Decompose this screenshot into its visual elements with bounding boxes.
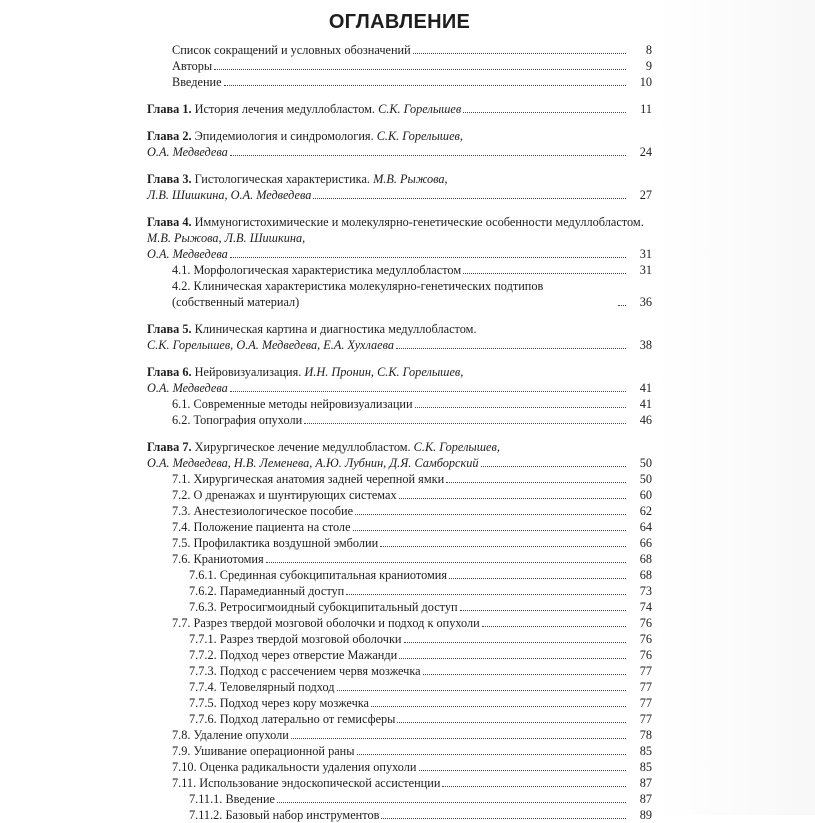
dot-leader	[618, 305, 626, 306]
toc-row	[189, 631, 652, 647]
toc-entry-section	[147, 615, 652, 631]
toc-entry-section	[147, 711, 652, 727]
toc-row	[172, 743, 652, 759]
page-number: 10	[639, 75, 652, 89]
section-title: Профилактика воздушной эмболии	[193, 536, 379, 550]
toc-entry-section	[147, 791, 652, 807]
page-number: 76	[639, 616, 652, 630]
chapter-heading	[147, 214, 652, 246]
toc-row	[189, 711, 652, 727]
section-number: 7.7.6.	[189, 712, 217, 726]
section-text	[172, 487, 399, 503]
page-number: 50	[639, 456, 652, 470]
section-number: 7.10.	[172, 760, 197, 774]
toc-row	[147, 101, 652, 117]
toc-entry-front	[147, 58, 652, 74]
dot-leader	[419, 770, 626, 771]
section-number: 7.7.2.	[189, 648, 217, 662]
toc-entry-section	[147, 535, 652, 551]
toc-entry-section	[147, 727, 652, 743]
section-number: 7.8.	[172, 728, 191, 742]
section-title: Использование эндоскопической ассистенции	[199, 776, 441, 790]
page-number: 31	[639, 263, 652, 277]
dot-leader	[337, 690, 626, 691]
chapter-heading	[147, 364, 652, 380]
page-number: 9	[645, 59, 652, 73]
dot-leader	[413, 53, 626, 54]
section-number: 7.11.2.	[189, 808, 223, 822]
page-number: 27	[639, 188, 652, 202]
section-number: 7.6.2.	[189, 584, 217, 598]
toc-entry-chapter	[147, 214, 652, 310]
section-number: 7.9.	[172, 744, 191, 758]
section-text	[172, 471, 446, 487]
toc-row	[172, 759, 652, 775]
chapter-label: Глава 3.	[147, 172, 192, 186]
toc-row	[189, 647, 652, 663]
dot-leader	[353, 530, 626, 531]
section-text	[172, 775, 442, 791]
section-number: 6.2.	[172, 413, 191, 427]
page-number: 41	[639, 381, 652, 395]
chapter-authors: М.В. Рыжова,	[373, 172, 448, 186]
page-number: 77	[639, 680, 652, 694]
toc-row	[147, 337, 652, 353]
page-number: 41	[639, 397, 652, 411]
toc-row	[147, 455, 652, 471]
section-number: 7.11.1.	[189, 792, 223, 806]
dot-leader	[230, 391, 626, 392]
chapter-authors: М.В. Рыжова, Л.В. Шишкина,	[147, 231, 306, 245]
chapter-title: Клиническая картина и диагностика медуллобластом.	[194, 322, 477, 336]
toc-row	[189, 791, 652, 807]
toc-row	[189, 807, 652, 823]
dot-leader	[397, 722, 626, 723]
page-number: 31	[639, 247, 652, 261]
page-number: 87	[639, 792, 652, 806]
toc-entry-chapter	[147, 364, 652, 428]
section-title: Анестезиологическое пособие	[193, 504, 354, 518]
section-title: Подход с рассечением червя мозжечка	[219, 664, 421, 678]
dot-leader	[304, 423, 626, 424]
page-number: 36	[639, 295, 652, 309]
toc-entry-section	[147, 759, 652, 775]
toc-entry-front	[147, 42, 652, 58]
section-title: О дренажах и шунтирующих системах	[193, 488, 397, 502]
toc-entry-section	[147, 551, 652, 567]
dot-leader	[481, 466, 626, 467]
chapter-label: Глава 5.	[147, 322, 192, 336]
chapter-authors-cont: С.К. Горелышев, О.А. Медведева, Е.А. Хухлаева	[147, 338, 395, 352]
chapter-heading	[147, 171, 652, 187]
section-text	[189, 599, 460, 615]
entry-title: Введение	[172, 75, 222, 89]
chapter-label: Глава 2.	[147, 129, 192, 143]
section-title: Морфологическая характеристика медуллобластом	[193, 263, 462, 277]
section-text	[189, 631, 404, 647]
chapter-label: Глава 4.	[147, 215, 192, 229]
section-text	[172, 727, 291, 743]
section-title: Современные методы нейровизуализации	[193, 397, 413, 411]
section-title: Топография опухоли	[193, 413, 303, 427]
dot-leader	[442, 786, 626, 787]
section-number: 7.5.	[172, 536, 191, 550]
chapter-authors-cont: О.А. Медведева	[147, 247, 228, 261]
section-number: 6.1.	[172, 397, 191, 411]
toc-entry-chapter	[147, 321, 652, 353]
page-number: 73	[639, 584, 652, 598]
section-number: 7.6.	[172, 552, 191, 566]
toc-entry-section	[147, 471, 652, 487]
section-title: Срединная субокципитальная краниотомия	[219, 568, 448, 582]
dot-leader	[482, 626, 626, 627]
chapter-heading	[147, 128, 652, 144]
toc-row	[189, 663, 652, 679]
toc-entry-section	[147, 695, 652, 711]
toc-row	[189, 599, 652, 615]
toc-entry-section	[147, 647, 652, 663]
dot-leader	[214, 69, 626, 70]
section-number: 7.7.1.	[189, 632, 217, 646]
chapter-authors-cont: О.А. Медведева, Н.В. Леменева, А.Ю. Лубнин, Д.Я. Самборский	[147, 456, 479, 470]
section-number: 7.2.	[172, 488, 191, 502]
section-text	[172, 262, 463, 278]
dot-leader	[460, 610, 626, 611]
chapter-title: Эпидемиология и синдромология.	[194, 129, 374, 143]
chapter-title: История лечения медуллобластом.	[194, 102, 375, 116]
dot-leader	[463, 112, 626, 113]
chapter-authors-cont: О.А. Медведева	[147, 381, 228, 395]
dot-leader	[399, 498, 626, 499]
dot-leader	[399, 658, 626, 659]
section-number: 7.7.3.	[189, 664, 217, 678]
toc-row	[172, 278, 652, 310]
toc-row	[172, 487, 652, 503]
toc-row	[189, 583, 652, 599]
page-number: 89	[639, 808, 652, 822]
entry-title: Авторы	[172, 59, 213, 73]
chapter-title: Гистологическая характеристика.	[194, 172, 370, 186]
chapter-heading	[147, 321, 652, 337]
page-number: 76	[639, 648, 652, 662]
section-text	[172, 278, 618, 310]
section-text	[189, 807, 381, 823]
section-number: 7.6.3.	[189, 600, 217, 614]
chapter-authors: С.К. Горелышев,	[413, 440, 500, 454]
page-number: 8	[645, 43, 652, 57]
toc-entry-chapter	[147, 171, 652, 203]
entry-title: Список сокращений и условных обозначений	[172, 43, 411, 57]
dot-leader	[357, 754, 626, 755]
chapter-authors: С.К. Горелышев,	[376, 129, 463, 143]
section-number: 7.7.4.	[189, 680, 217, 694]
dot-leader	[380, 546, 626, 547]
toc-entry-section	[147, 503, 652, 519]
toc-entry-section	[147, 567, 652, 583]
toc-title: ОГЛАВЛЕНИЕ	[328, 11, 471, 33]
section-number: 7.1.	[172, 472, 191, 486]
section-title: Теловелярный подход	[219, 680, 335, 694]
toc-entry-section	[147, 487, 652, 503]
section-text	[189, 679, 337, 695]
dot-leader	[313, 198, 626, 199]
page-number: 68	[639, 552, 652, 566]
dot-leader	[446, 482, 626, 483]
chapter-heading-text	[147, 101, 463, 117]
section-title: Парамедианный доступ	[219, 584, 345, 598]
toc-entry-section	[147, 262, 652, 278]
page-number: 68	[639, 568, 652, 582]
dot-leader	[463, 273, 626, 274]
chapter-authors: И.Н. Пронин, С.К. Горелышев,	[304, 365, 464, 379]
page-number: 74	[639, 600, 652, 614]
toc-entry-section	[147, 396, 652, 412]
chapter-title: Нейровизуализация.	[194, 365, 302, 379]
toc-row	[172, 262, 652, 278]
section-number: 7.4.	[172, 520, 191, 534]
page-number: 77	[639, 696, 652, 710]
chapter-title: Хирургическое лечение медуллобластом.	[194, 440, 411, 454]
section-title: Базовый набор инструментов	[225, 808, 380, 822]
section-text	[189, 695, 371, 711]
dot-leader	[371, 706, 626, 707]
section-number: 7.7.	[172, 616, 191, 630]
dot-leader	[230, 257, 626, 258]
page-number: 87	[639, 776, 652, 790]
toc-row	[147, 144, 652, 160]
section-number: 4.2.	[172, 279, 191, 293]
section-text	[172, 743, 357, 759]
toc-entry-section	[147, 631, 652, 647]
toc-row	[172, 471, 652, 487]
page-number: 77	[639, 664, 652, 678]
section-text	[172, 503, 355, 519]
toc-row	[172, 503, 652, 519]
section-title: Оценка радикальности удаления опухоли	[199, 760, 417, 774]
page-number: 76	[639, 632, 652, 646]
toc-row	[172, 74, 652, 90]
toc-row	[189, 679, 652, 695]
toc-entry-chapter	[147, 128, 652, 160]
section-number: 4.1.	[172, 263, 191, 277]
dot-leader	[346, 594, 626, 595]
toc-entry-section	[147, 775, 652, 791]
section-text	[172, 615, 482, 631]
page-number: 66	[639, 536, 652, 550]
toc-entry-chapter	[147, 439, 652, 823]
section-text	[189, 567, 449, 583]
toc-entry-section	[147, 663, 652, 679]
toc-entry-section	[147, 743, 652, 759]
dot-leader	[404, 642, 626, 643]
chapter-label: Глава 7.	[147, 440, 192, 454]
dot-leader	[291, 738, 626, 739]
page-number: 11	[640, 102, 652, 116]
section-title: Разрез твердой мозговой оболочки	[219, 632, 402, 646]
toc-row	[172, 412, 652, 428]
dot-leader	[355, 514, 626, 515]
section-number: 7.3.	[172, 504, 191, 518]
section-text	[189, 647, 399, 663]
toc-row	[172, 551, 652, 567]
chapter-authors-cont: Л.В. Шишкина, О.А. Медведева	[147, 188, 312, 202]
section-title: Хирургическая анатомия задней черепной ямки	[193, 472, 445, 486]
section-number: 7.11.	[172, 776, 197, 790]
toc-row	[172, 615, 652, 631]
toc-row	[147, 187, 652, 203]
section-text	[172, 396, 415, 412]
dot-leader	[277, 802, 626, 803]
section-number: 7.6.1.	[189, 568, 217, 582]
dot-leader	[230, 155, 626, 156]
dot-leader	[449, 578, 626, 579]
section-text	[189, 711, 397, 727]
page-number: 60	[639, 488, 652, 502]
chapter-authors-cont: О.А. Медведева	[147, 145, 228, 159]
chapters-list	[147, 101, 652, 823]
page-number: 85	[639, 744, 652, 758]
section-text	[189, 583, 346, 599]
chapter-authors: С.К. Горелышев	[378, 102, 462, 116]
page-number: 78	[639, 728, 652, 742]
section-title: Удаление опухоли	[193, 728, 289, 742]
section-text	[172, 759, 419, 775]
toc-row	[172, 42, 652, 58]
section-number: 7.7.5.	[189, 696, 217, 710]
front-matter-list	[147, 42, 652, 90]
toc-entry-section	[147, 412, 652, 428]
page-number: 62	[639, 504, 652, 518]
page-number: 46	[639, 413, 652, 427]
toc-entry-chapter	[147, 101, 652, 117]
toc-entry-section	[147, 278, 652, 310]
dot-leader	[415, 407, 626, 408]
page-number: 85	[639, 760, 652, 774]
section-text	[172, 412, 304, 428]
dot-leader	[381, 818, 626, 819]
page-bleed-through	[655, 0, 815, 815]
dot-leader	[266, 562, 626, 563]
toc-row	[172, 396, 652, 412]
dot-leader	[224, 85, 626, 86]
toc-entry-section	[147, 583, 652, 599]
dot-leader	[396, 348, 626, 349]
toc-row	[189, 695, 652, 711]
toc-entry-section	[147, 679, 652, 695]
chapter-heading	[147, 439, 652, 455]
section-text	[189, 791, 277, 807]
section-title: Разрез твердой мозговой оболочки и подход к опухоли	[193, 616, 480, 630]
section-text	[172, 535, 380, 551]
toc-row	[147, 246, 652, 262]
toc-row	[172, 535, 652, 551]
section-title: Краниотомия	[193, 552, 264, 566]
table-of-contents	[147, 8, 652, 823]
toc-row	[189, 567, 652, 583]
toc-entry-section	[147, 519, 652, 535]
chapter-label: Глава 1.	[147, 102, 192, 116]
toc-row	[172, 727, 652, 743]
section-text	[172, 551, 266, 567]
toc-row	[172, 58, 652, 74]
toc-entry-section	[147, 807, 652, 823]
toc-row	[172, 775, 652, 791]
toc-entry-section	[147, 599, 652, 615]
section-text	[172, 519, 353, 535]
section-title: Клиническая характеристика молекулярно-генетических подтипов (собственный материал)	[172, 279, 544, 309]
toc-row	[147, 380, 652, 396]
section-title: Ушивание операционной раны	[193, 744, 355, 758]
page-number: 50	[639, 472, 652, 486]
section-text	[189, 663, 423, 679]
section-title: Подход латерально от гемисферы	[219, 712, 396, 726]
chapter-label: Глава 6.	[147, 365, 192, 379]
toc-row	[172, 519, 652, 535]
page-number: 24	[639, 145, 652, 159]
section-title: Введение	[225, 792, 276, 806]
section-title: Подход через отверстие Мажанди	[219, 648, 398, 662]
chapter-title: Иммуногистохимические и молекулярно-генетические особенности медуллобластом.	[194, 215, 644, 229]
toc-entry-front	[147, 74, 652, 90]
section-title: Положение пациента на столе	[193, 520, 351, 534]
dot-leader	[423, 674, 626, 675]
page-number: 38	[639, 338, 652, 352]
section-title: Подход через кору мозжечка	[219, 696, 370, 710]
page-number: 64	[639, 520, 652, 534]
page-number: 77	[639, 712, 652, 726]
section-title: Ретросигмоидный субокципитальный доступ	[219, 600, 458, 614]
